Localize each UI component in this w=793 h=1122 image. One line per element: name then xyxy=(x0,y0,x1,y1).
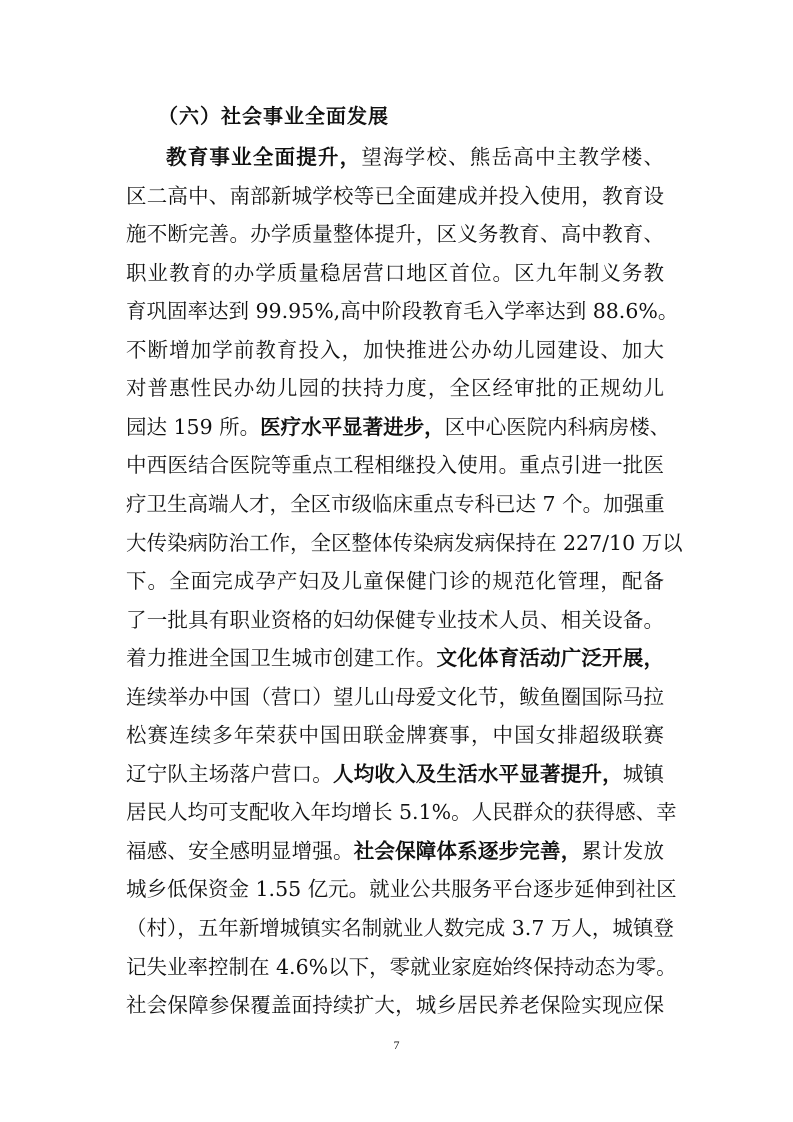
line-text: 城镇 xyxy=(622,761,665,786)
bold-phrase: 教育事业全面提升， xyxy=(166,145,362,169)
text-line xyxy=(126,794,677,830)
text-line xyxy=(126,178,664,214)
page-number: 7 xyxy=(393,1038,400,1052)
text-line xyxy=(126,640,664,676)
line-text: 区中心医院内科病房楼、 xyxy=(444,414,671,439)
line-text: 城乡低保资金 1.55 亿元。就业公共服务平台逐步延伸到社区 xyxy=(126,877,677,902)
line-text: 园达 159 所。 xyxy=(126,414,261,439)
line-text: 松赛连续多年荣获中国田联金牌赛事，中国女排超级联赛 xyxy=(126,723,664,748)
line-text: 了一批具有职业资格的妇幼保健专业技术人员、相关设备。 xyxy=(126,607,664,632)
bold-phrase: 文化体育活动广泛开展， xyxy=(436,646,664,671)
line-text: 着力推进全国卫生城市创建工作。 xyxy=(126,646,437,671)
line-text: 大传染病防治工作，全区整体传染病发病保持在 227/10 万以 xyxy=(126,530,683,555)
line-text: 职业教育的办学质量稳居营口地区首位。区九年制义务教 xyxy=(126,260,664,285)
text-line xyxy=(126,717,664,753)
line-text: （村），五年新增城镇实名制就业人数完成 3.7 万人，城镇登 xyxy=(126,916,674,940)
line-text: 累计发放 xyxy=(581,838,665,863)
text-line xyxy=(126,409,671,445)
text-line xyxy=(126,602,664,638)
text-line xyxy=(126,949,677,985)
text-line xyxy=(126,910,674,946)
line-text: 连续举办中国（营口）望儿山母爱文化节，鲅鱼圈国际马拉 xyxy=(126,684,664,709)
line-text: 对普惠性民办幼儿园的扶持力度，全区经审批的正规幼儿 xyxy=(126,376,664,401)
text-line xyxy=(126,525,683,561)
line-text: 疗卫生高端人才，全区市级临床重点专科已达 7 个。加强重 xyxy=(126,491,665,516)
text-line xyxy=(126,447,664,483)
text-line xyxy=(126,216,664,252)
line-text: 下。全面完成孕产妇及儿童保健门诊的规范化管理，配备 xyxy=(126,569,664,594)
line-text: 福感、安全感明显增强。 xyxy=(126,838,354,863)
bold-phrase: 人均收入及生活水平显著提升， xyxy=(333,761,623,786)
line-text: 居民人均可支配收入年均增长 5.1%。人民群众的获得感、幸 xyxy=(126,800,677,825)
text-line xyxy=(126,370,664,406)
text-line xyxy=(166,139,664,175)
text-line xyxy=(126,987,664,1023)
text-line xyxy=(126,871,677,907)
line-text: 育巩固率达到 99.95%,高中阶段教育毛入学率达到 88.6%。 xyxy=(126,299,679,324)
line-text: 施不断完善。办学质量整体提升，区义务教育、高中教育、 xyxy=(126,222,664,247)
text-line xyxy=(126,756,664,792)
line-text: 望海学校、熊岳高中主教学楼、 xyxy=(361,145,665,169)
line-text: 辽宁队主场落户营口。 xyxy=(126,761,333,786)
line-text: 区二高中、南部新城学校等已全面建成并投入使用，教育设 xyxy=(126,183,664,208)
line-text: 社会保障参保覆盖面持续扩大，城乡居民养老保险实现应保 xyxy=(126,993,664,1018)
text-line xyxy=(126,293,679,329)
line-text: 记失业率控制在 4.6%以下，零就业家庭始终保持动态为零。 xyxy=(126,954,677,979)
line-text: 不断增加学前教育投入，加快推进公办幼儿园建设、加大 xyxy=(126,337,664,362)
section-heading: （六）社会事业全面发展 xyxy=(158,104,389,128)
text-line xyxy=(126,255,664,291)
text-line xyxy=(126,679,664,715)
text-line xyxy=(126,332,664,368)
text-line xyxy=(126,833,664,869)
text-line xyxy=(126,563,664,599)
bold-phrase: 社会保障体系逐步完善， xyxy=(353,838,582,863)
line-text: 中西医结合医院等重点工程相继投入使用。重点引进一批医 xyxy=(126,453,664,478)
text-line xyxy=(126,486,664,522)
bold-phrase: 医疗水平显著进步， xyxy=(260,414,445,439)
